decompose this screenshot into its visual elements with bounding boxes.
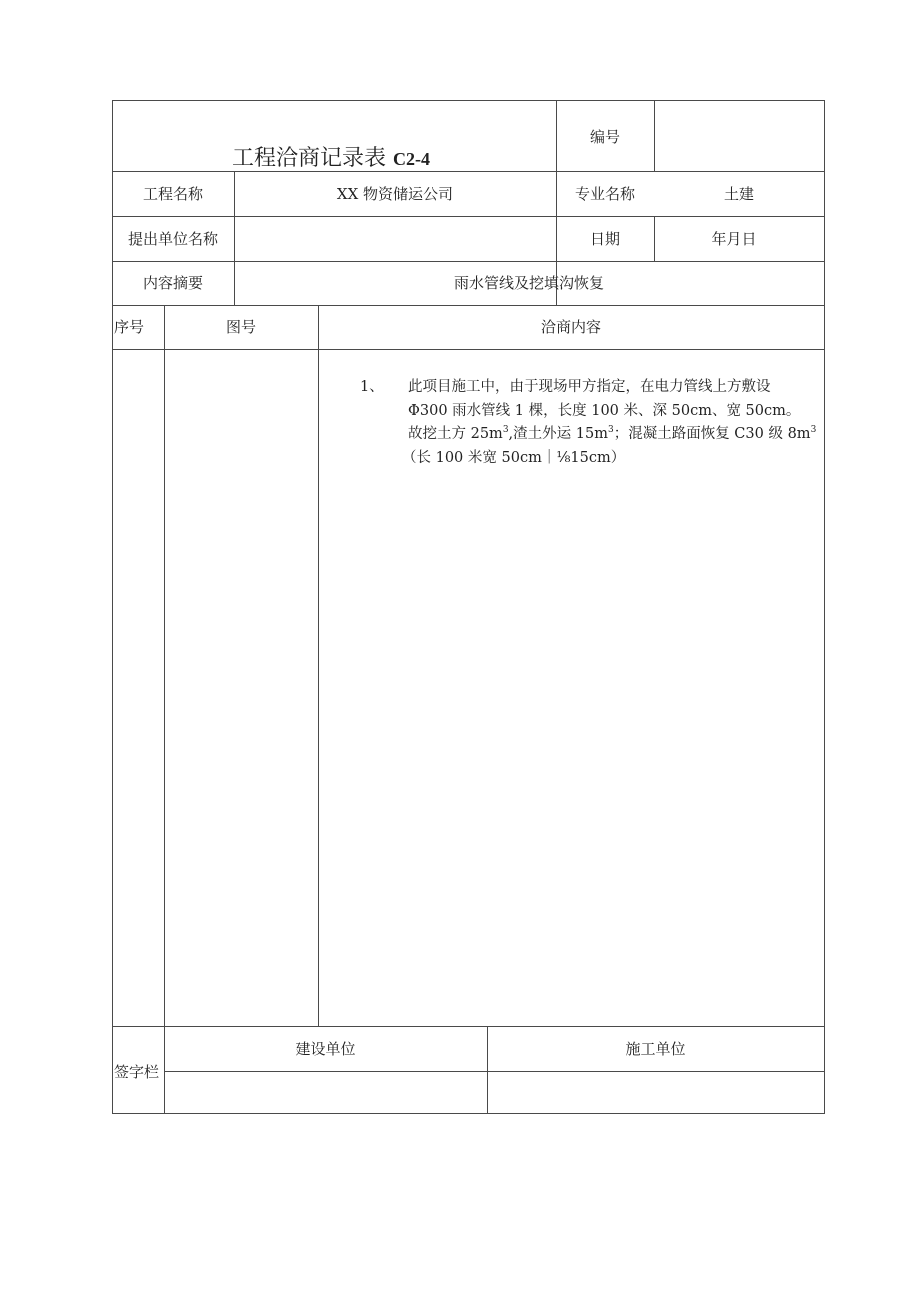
row-line xyxy=(165,1071,825,1072)
summary-value: 雨水管线及挖填沟恢复 xyxy=(453,274,604,292)
date-value: 年月日 xyxy=(711,230,757,248)
superscript: 3 xyxy=(607,425,614,436)
project-name-label: 工程名称 xyxy=(142,185,203,203)
number-label: 编号 xyxy=(589,128,620,146)
col-line xyxy=(318,305,319,1027)
row-line xyxy=(112,349,825,350)
form-title-text: 工程洽商记录表 xyxy=(232,146,387,171)
row-line xyxy=(112,305,825,306)
contractor-signature-field[interactable] xyxy=(489,1073,823,1112)
signature-label: 签字栏 xyxy=(114,1063,160,1081)
content-text: ；混凝土路面恢复 C30 级 8m xyxy=(613,426,811,442)
specialty-label: 专业名称 xyxy=(574,185,635,203)
row-line xyxy=(112,261,825,262)
border-left xyxy=(112,100,113,1114)
col-content-header: 洽商内容 xyxy=(540,318,601,336)
owner-unit-label: 建设单位 xyxy=(295,1040,356,1058)
col-line xyxy=(164,305,165,1114)
content-text: ,渣土外运 15m xyxy=(508,426,608,442)
form-title xyxy=(232,146,430,172)
col-seq-header: 序号 xyxy=(114,318,145,336)
submitter-label: 提出单位名称 xyxy=(127,230,218,248)
col-line xyxy=(654,100,655,172)
content-text: 此项目施工中，由于现场甲方指定，在电力管线上方敷设 xyxy=(408,379,771,395)
owner-signature-field[interactable] xyxy=(166,1073,486,1112)
superscript: 3 xyxy=(810,425,817,436)
row-line xyxy=(112,216,825,217)
negotiation-content xyxy=(360,376,816,470)
border-bottom xyxy=(112,1113,825,1114)
item-number: 1、 xyxy=(360,379,384,395)
row-line xyxy=(112,1026,825,1027)
content-line: Φ300 雨水管线 1 棵，长度 100 米、深 50cm、宽 50cm。 xyxy=(408,402,801,419)
date-label: 日期 xyxy=(589,230,620,248)
project-name-value: XX 物资储运公司 xyxy=(336,185,454,203)
row-line xyxy=(112,171,825,172)
contractor-unit-label: 施工单位 xyxy=(625,1040,686,1058)
content-line xyxy=(360,423,816,447)
border-top xyxy=(112,100,825,101)
form-code: C2-4 xyxy=(393,149,431,169)
specialty-value: 土建 xyxy=(723,185,754,203)
content-text: 故挖土方 25m xyxy=(408,426,503,442)
superscript: 3 xyxy=(502,425,509,436)
col-drawing-header: 图号 xyxy=(225,318,256,336)
content-line xyxy=(360,376,816,400)
border-right xyxy=(824,100,825,1114)
summary-label: 内容摘要 xyxy=(142,274,203,292)
content-line: （长 100 米宽 50cm｜⅛15cm） xyxy=(402,449,626,466)
